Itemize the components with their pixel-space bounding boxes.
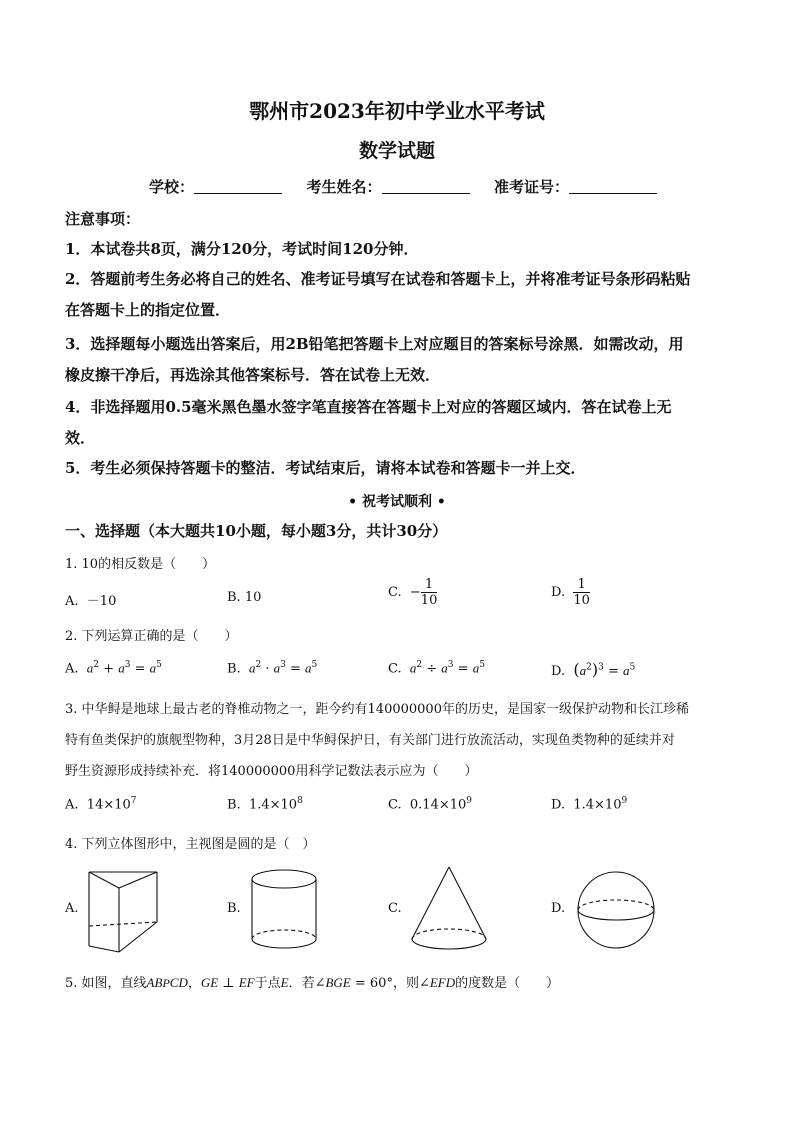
q4-option-a-label: A. (65, 901, 79, 916)
exam-number-blank[interactable] (569, 179, 657, 194)
q4-option-d-label: D. (551, 901, 566, 916)
exam-number-label: 准考证号： (493, 178, 569, 196)
triangular-prism-icon (87, 866, 163, 956)
q1-stem: 1. 10的相反数是（ ） (65, 557, 216, 572)
q3-option-c: C. $0.14\times 10^9$ (388, 796, 473, 813)
name-blank[interactable] (382, 179, 470, 194)
q2-option-c: C. $a^2 \div a^3 = a^5$ (388, 660, 485, 677)
exam-title: 鄂州市2023年初中学业水平考试 (249, 99, 545, 123)
q1-fraction-c: $\frac{1}{10}$ (420, 577, 438, 608)
cylinder-icon (247, 866, 321, 956)
q3-option-d: D. $1.4\times 10^9$ (551, 796, 628, 813)
section-heading: 一、选择题（本大题共10小题，每小题3分，共计30分） (65, 522, 448, 540)
q3-option-a: A. $14\times 10^7$ (65, 796, 137, 813)
q2-option-a: A. $a^2 + a^3 = a^5$ (65, 660, 162, 677)
notice-item: 橡皮擦干净后，再选涂其他答案标号．答在试卷上无效． (65, 366, 441, 384)
cone-icon (408, 863, 490, 957)
q3-line: 3. 中华鲟是地球上最古老的脊椎动物之一，距今约有140000000年的历史，是国家一级保护动物和长江珍稀 (65, 702, 689, 717)
notice-item: 1．本试卷共8页，满分120分，考试时间120分钟． (65, 240, 419, 258)
notice-heading: 注意事项： (65, 210, 141, 228)
q1-fraction-d: $\frac{1}{10}$ (573, 577, 590, 608)
q1-option-b: B. 10 (227, 590, 262, 605)
q2-option-b: B. $a^2 \cdot a^3 = a^5$ (227, 660, 318, 677)
q1-option-a: A. －10 (65, 594, 117, 609)
notice-item: 5．考生必须保持答题卡的整洁．考试结束后，请将本试卷和答题卡一并上交． (65, 459, 586, 477)
wish-line: • 祝考试顺利 • (348, 494, 446, 510)
q3-line: 野生资源形成持续补充．将140000000用科学记数法表示应为（ ） (65, 764, 478, 779)
sphere-icon (574, 868, 658, 952)
q2-stem: 2. 下列运算正确的是（ ） (65, 629, 238, 644)
school-label: 学校： (149, 178, 195, 196)
q2-option-d: D. $(a^2)^3 = a^5$ (551, 660, 636, 679)
q4-option-c-label: C. (388, 901, 402, 916)
q5-stem: 5. 如图，直线ABPCD，GE ⊥ EF于点E．若∠BGE = 60°，则∠EFD的度数是（ ） (65, 975, 560, 991)
notice-item: 4．非选择题用0.5毫米黑色墨水签字笔直接答在答题卡上对应的答题区域内．答在试卷上无 (65, 398, 672, 416)
q3-line: 特有鱼类保护的旗舰型物种，3月28日是中华鲟保护日，有关部门进行放流活动，实现鱼类物种的延续并对 (65, 733, 675, 748)
name-label: 考生姓名： (306, 178, 382, 196)
q3-option-b: B. $1.4\times 10^8$ (227, 796, 303, 813)
school-blank[interactable] (194, 179, 282, 194)
q1-option-d: D. $\frac{1}{10}$ (551, 577, 590, 608)
notice-item: 在答题卡上的指定位置． (65, 301, 231, 319)
notice-item: 效． (65, 429, 96, 447)
notice-item: 3．选择题每小题选出答案后，用2B铅笔把答题卡上对应题目的答案标号涂黑．如需改动，用 (65, 335, 684, 353)
q4-stem: 4. 下列立体图形中，主视图是圆的是（ ） (65, 837, 316, 852)
q1-option-c: C. − $\frac{1}{10}$ (388, 577, 438, 608)
exam-subtitle: 数学试题 (358, 140, 435, 162)
header-fields (149, 176, 657, 197)
notice-item: 2．答题前考生务必将自己的姓名、准考证号填写在试卷和答题卡上，并将准考证号条形码粘贴 (65, 270, 691, 288)
q4-option-b-label: B. (227, 901, 241, 916)
